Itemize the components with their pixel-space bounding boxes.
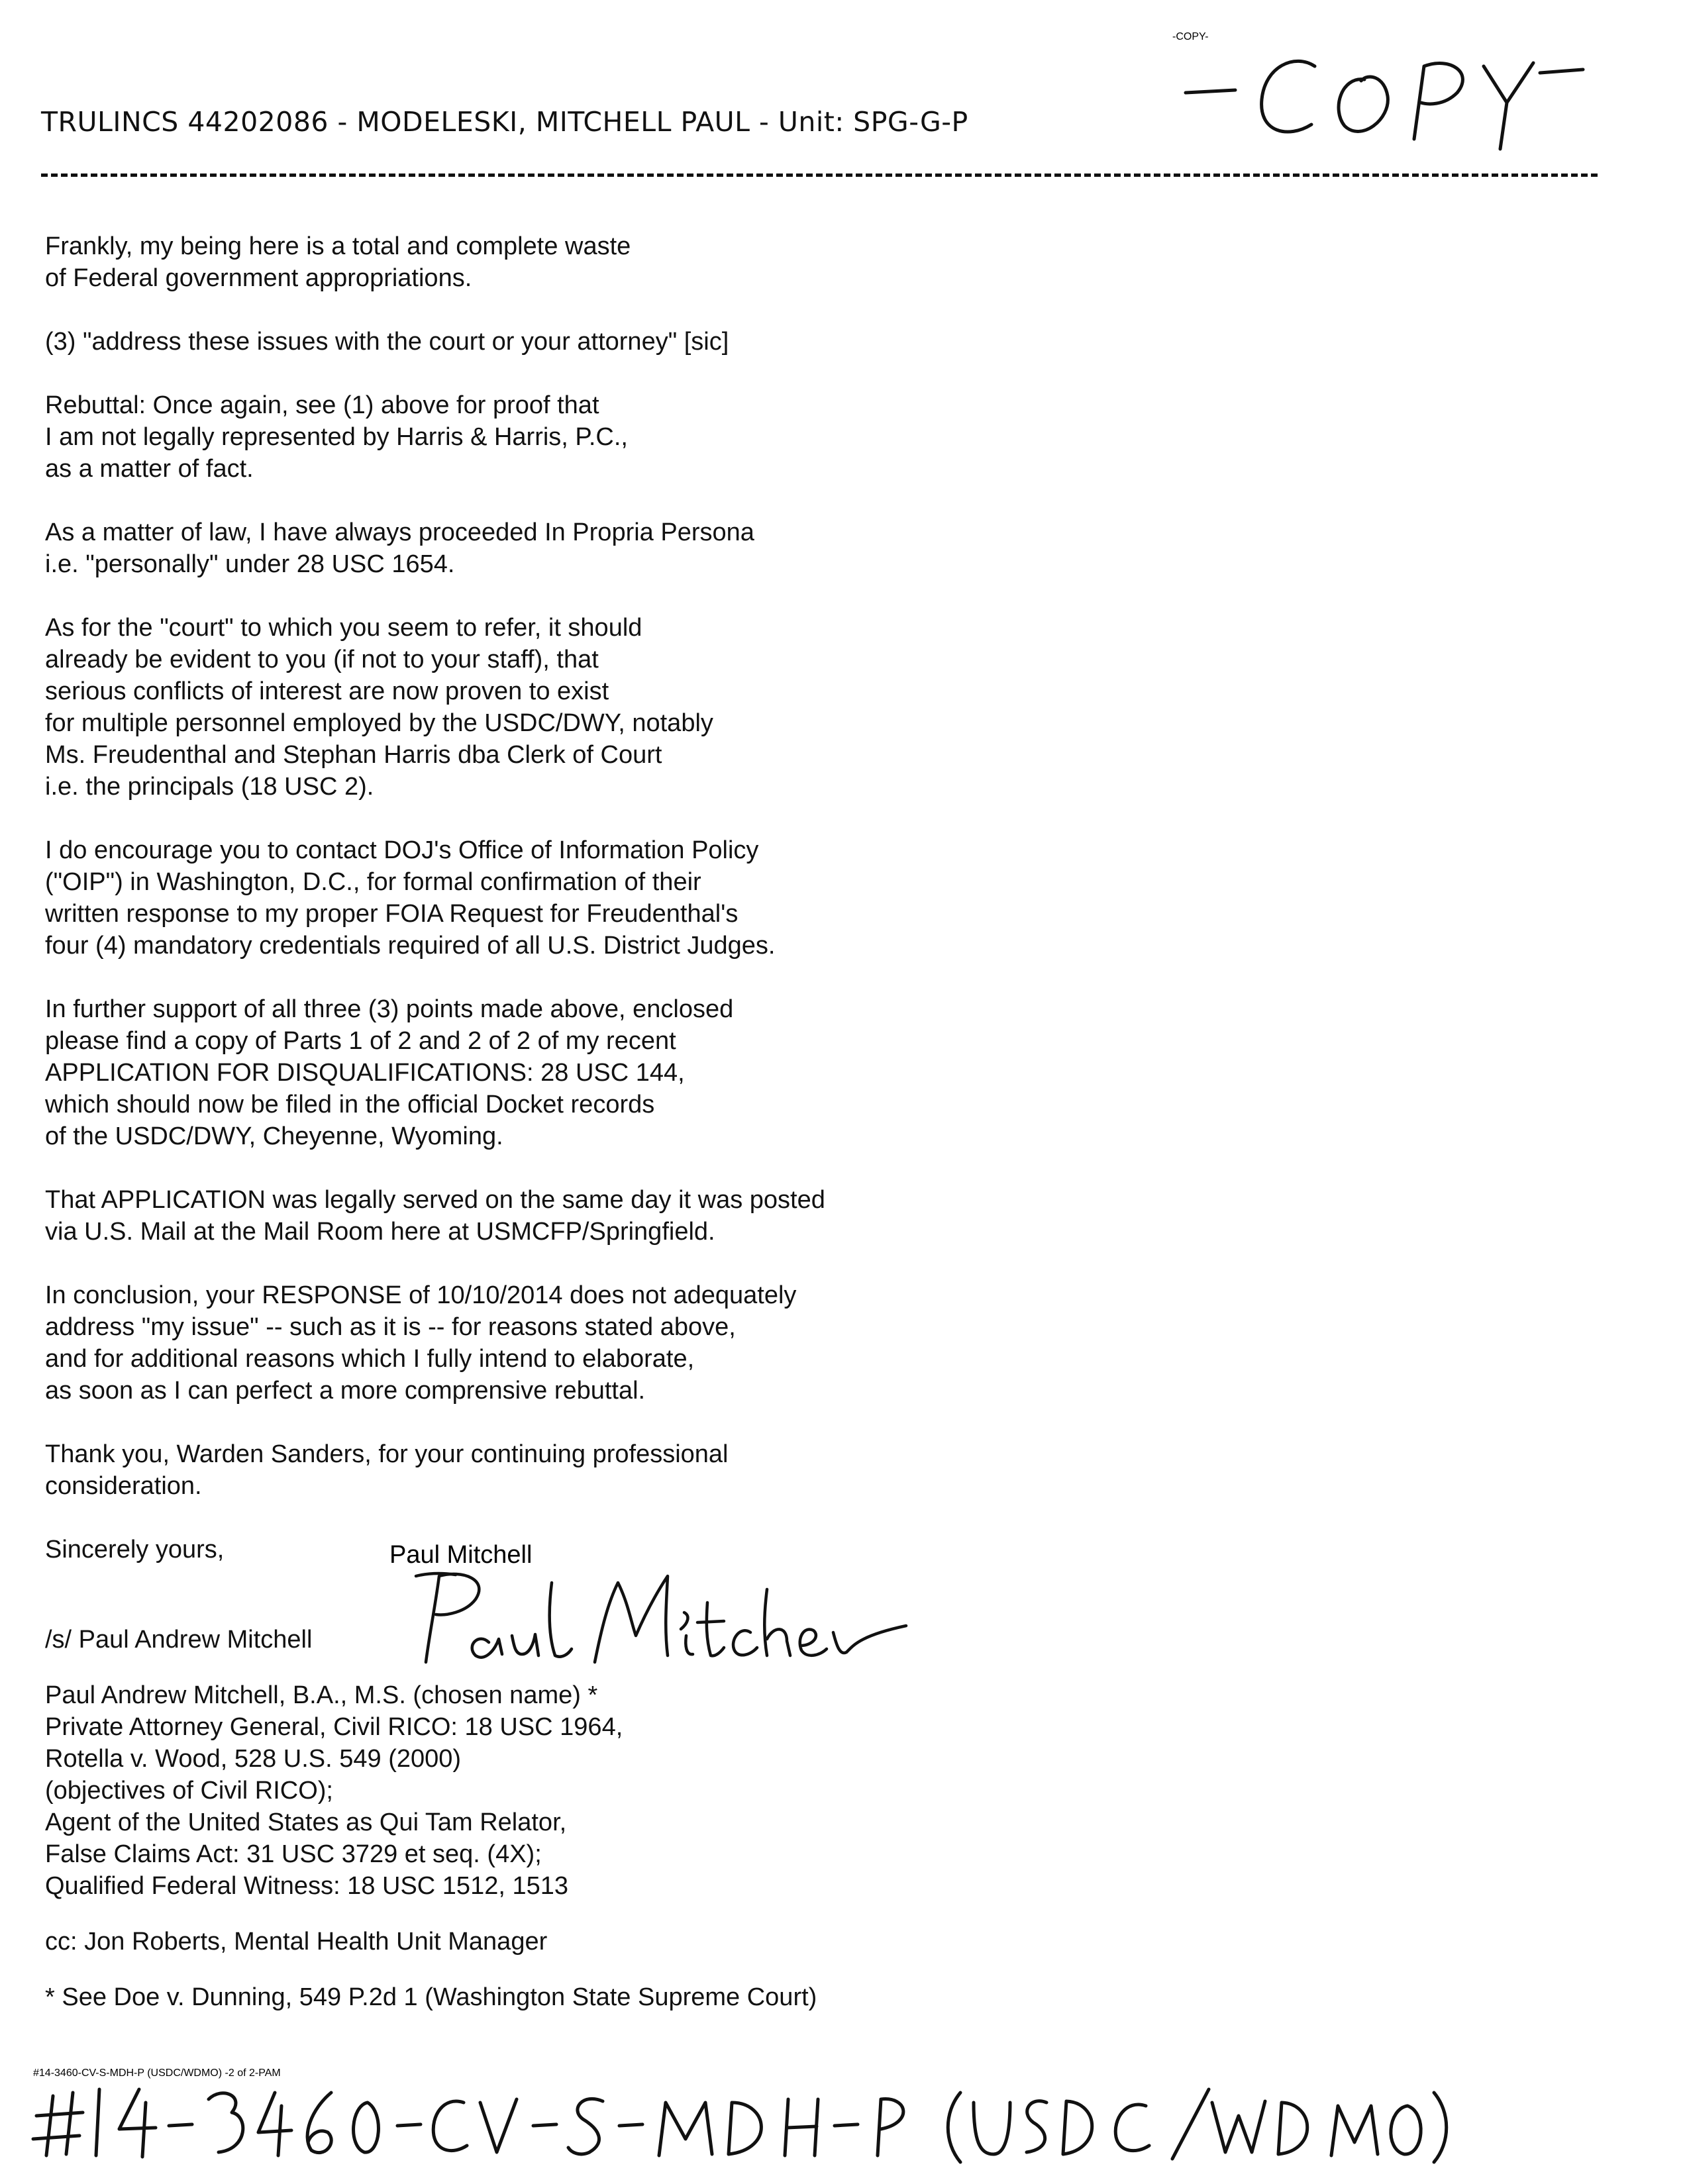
credential-line: Qualified Federal Witness: 18 USC 1512, 1513 [45,1872,568,1900]
paragraph-line: I am not legally represented by Harris & Harris, P.C., [45,423,628,451]
paragraph-line: As for the "court" to which you seem to refer, it should [45,614,642,642]
paragraph-line: as a matter of fact. [45,455,254,483]
body-paragraph [45,389,1105,485]
body-paragraph [45,993,1105,1152]
paragraph-line: i.e. "personally" under 28 USC 1654. [45,550,455,578]
handwritten-case-number [33,2067,1649,2169]
paragraph-line: as soon as I can perfect a more comprensive rebuttal. [45,1377,646,1405]
body-paragraph [45,517,1105,580]
paragraph-line: of Federal government appropriations. [45,264,472,292]
handwritten-signature [389,1541,919,1675]
paragraph-line: Ms. Freudenthal and Stephan Harris dba Clerk of Court [45,741,662,769]
paragraph-line: i.e. the principals (18 USC 2). [45,773,374,801]
body-paragraph [45,230,1105,294]
credential-line: Rotella v. Wood, 528 U.S. 549 (2000) [45,1745,462,1773]
paragraph-line: and for additional reasons which I fully intend to elaborate, [45,1345,695,1373]
paragraph-line: serious conflicts of interest are now proven to exist [45,677,609,705]
closing-salutation: Sincerely yours, [45,1536,225,1564]
paragraph-line: please find a copy of Parts 1 of 2 and 2 of 2 of my recent [45,1027,676,1055]
footnote: * See Doe v. Dunning, 549 P.2d 1 (Washington State Supreme Court) [45,1983,817,2011]
paragraph-line: (3) "address these issues with the court or your attorney" [sic] [45,328,729,356]
credentials-block [45,1679,1105,1902]
body-paragraphs [45,230,1105,1502]
paragraph-line: In further support of all three (3) points made above, enclosed [45,995,734,1023]
paragraph-line: already be evident to you (if not to your staff), that [45,646,599,673]
paragraph-line: written response to my proper FOIA Request for Freudenthal's [45,900,739,928]
body-paragraph [45,1279,1105,1407]
paragraph-line: As a matter of law, I have always proceeded In Propria Persona [45,519,754,546]
paragraph-line: Rebuttal: Once again, see (1) above for proof that [45,391,599,419]
signature-text: Paul Mitchell [389,1541,533,1569]
body-paragraph [45,1438,1105,1502]
paragraph-line: consideration. [45,1472,202,1500]
credential-line: Paul Andrew Mitchell, B.A., M.S. (chosen name) * [45,1681,598,1709]
copy-stamp-text: -COPY- [1172,31,1209,42]
body-paragraph [45,612,1105,803]
body-paragraph [45,1184,1105,1248]
paragraph-line: address "my issue" -- such as it is -- for reasons stated above, [45,1313,736,1341]
credential-line: Agent of the United States as Qui Tam Relator, [45,1809,567,1836]
letter-body [45,230,1105,2013]
body-paragraph [45,834,1105,962]
paragraph-line: Frankly, my being here is a total and complete waste [45,232,631,260]
paragraph-line: That APPLICATION was legally served on the same day it was posted [45,1186,825,1214]
paragraph-line: of the USDC/DWY, Cheyenne, Wyoming. [45,1122,503,1150]
paragraph-line: four (4) mandatory credentials required of all U.S. District Judges. [45,932,776,960]
paragraph-line: APPLICATION FOR DISQUALIFICATIONS: 28 USC 144, [45,1059,685,1087]
cc-line: cc: Jon Roberts, Mental Health Unit Manager [45,1928,548,1956]
paragraph-line: via U.S. Mail at the Mail Room here at USMCFP/Springfield. [45,1218,715,1246]
copy-handwritten-stamp [1172,31,1596,152]
paragraph-line: for multiple personnel employed by the USDC/DWY, notably [45,709,713,737]
paragraph-line: which should now be filed in the official Docket records [45,1091,655,1118]
handwritten-case-number-text: #14-3460-CV-S-MDH-P (USDC/WDMO) -2 of 2-PAM [33,2067,281,2079]
signed-as-line: /s/ Paul Andrew Mitchell [45,1626,313,1654]
paragraph-line: I do encourage you to contact DOJ's Office of Information Policy [45,836,759,864]
credential-line: Private Attorney General, Civil RICO: 18 USC 1964, [45,1713,623,1741]
credential-line: False Claims Act: 31 USC 3729 et seq. (4X); [45,1840,542,1868]
paragraph-line: In conclusion, your RESPONSE of 10/10/2014 does not adequately [45,1281,797,1309]
paragraph-line: ("OIP") in Washington, D.C., for formal confirmation of their [45,868,701,896]
dashed-separator [41,174,1598,177]
document-header: TRULINCS 44202086 - MODELESKI, MITCHELL PAUL - Unit: SPG-G-P [41,106,968,138]
body-paragraph [45,326,1105,358]
paragraph-line: Thank you, Warden Sanders, for your continuing professional [45,1440,729,1468]
credential-line: (objectives of Civil RICO); [45,1777,333,1805]
